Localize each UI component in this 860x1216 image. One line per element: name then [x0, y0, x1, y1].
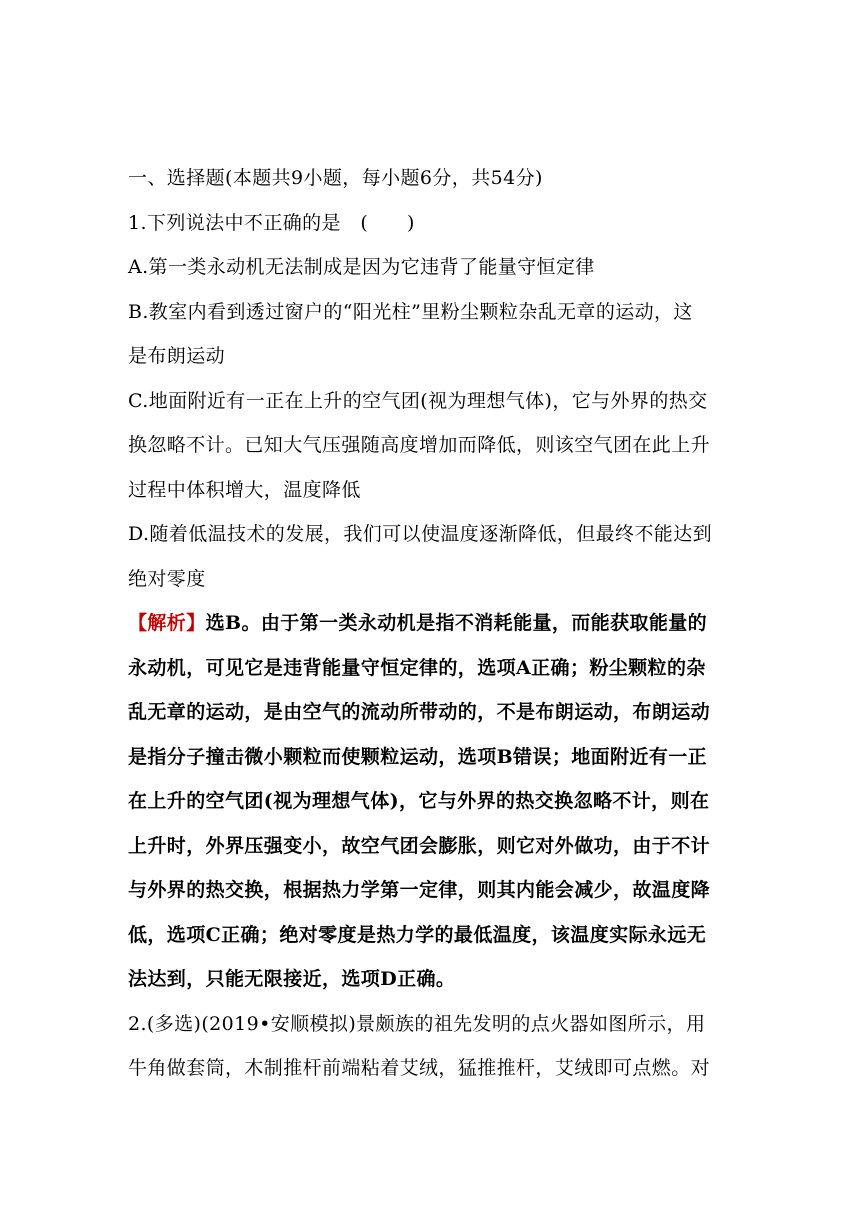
analysis-line: 乱无章的运动，是由空气的流动所带动的，不是布朗运动，布朗运动 — [128, 701, 711, 723]
analysis-tag: 【解析】 — [128, 612, 206, 634]
option-d-line: D.随着低温技术的发展，我们可以使温度逐渐降低，但最终不能达到 — [128, 523, 712, 545]
option-b-line: 是布朗运动 — [128, 345, 226, 367]
analysis-line: 永动机，可见它是违背能量守恒定律的，选项A正确；粉尘颗粒的杂 — [128, 656, 706, 679]
question-1-option-c — [128, 379, 732, 513]
question-2-line: 牛角做套筒，木制推杆前端粘着艾绒，猛推推杆，艾绒即可点燃。对 — [128, 1057, 711, 1079]
analysis-line: 在上升的空气团(视为理想气体)，它与外界的热交换忽略不计，则在 — [128, 790, 710, 812]
option-d-line: 绝对零度 — [128, 567, 206, 590]
analysis-line: 是指分子撞击微小颗粒而使颗粒运动，选项B错误；地面附近有一正 — [128, 745, 708, 768]
analysis-line: 与外界的热交换，根据热力学第一定律，则其内能会减少，故温度降 — [128, 879, 711, 901]
option-b-line: B.教室内看到透过窗户的“阳光柱”里粉尘颗粒杂乱无章的运动，这 — [128, 300, 693, 323]
section-title: 一、选择题(本题共9小题，每小题6分，共54分) — [128, 167, 543, 189]
analysis-text: 选B。由于第一类永动机是指不消耗能量，而能获取能量的 — [205, 612, 708, 634]
question-1-analysis — [128, 601, 732, 1002]
question-2-line: 2.(多选)(2019•安顺模拟)景颇族的祖先发明的点火器如图所示，用 — [128, 1012, 706, 1035]
document-content — [128, 156, 732, 1091]
question-1-option-a: A.第一类永动机无法制成是因为它违背了能量守恒定律 — [128, 256, 595, 278]
question-1-option-b — [128, 290, 732, 379]
analysis-line — [128, 601, 732, 646]
option-c-line: 换忽略不计。已知大气压强随高度增加而降低，则该空气团在此上升 — [128, 434, 711, 456]
option-c-line: C.地面附近有一正在上升的空气团(视为理想气体)，它与外界的热交 — [128, 389, 708, 412]
question-1-option-d — [128, 512, 732, 601]
question-1-stem: 1.下列说法中不正确的是 ( ) — [128, 211, 415, 234]
analysis-line: 低，选项C正确；绝对零度是热力学的最低温度，该温度实际永远无 — [128, 923, 707, 946]
option-c-line: 过程中体积增大，温度降低 — [128, 478, 361, 501]
analysis-line: 上升时，外界压强变小，故空气团会膨胀，则它对外做功，由于不计 — [128, 834, 711, 857]
question-2 — [128, 1002, 732, 1091]
analysis-line: 法达到，只能无限接近，选项D正确。 — [128, 968, 456, 990]
